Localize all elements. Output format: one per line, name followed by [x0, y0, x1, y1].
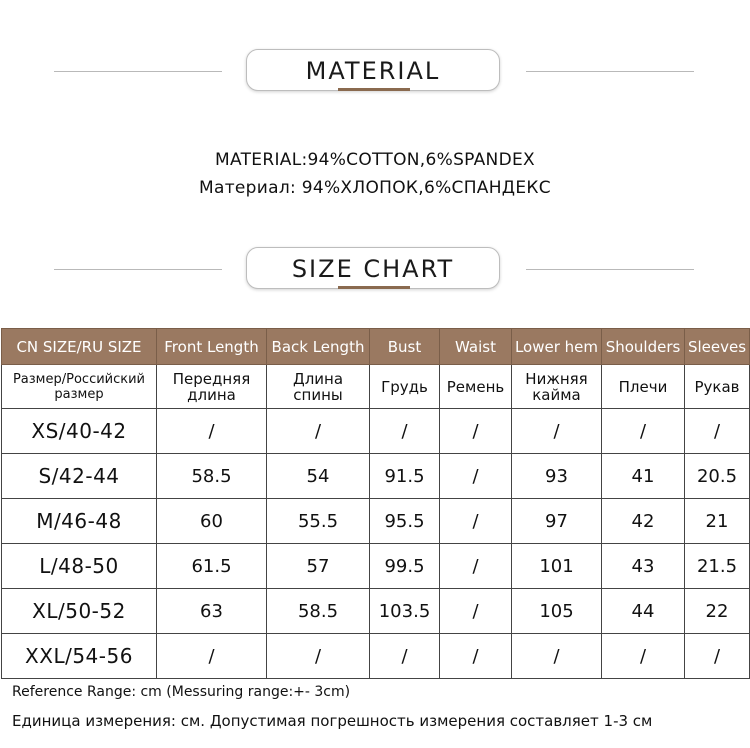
table-cell: / — [440, 634, 512, 679]
table-cell: Рукав — [685, 365, 750, 409]
material-section-header — [0, 49, 750, 95]
table-cell: 101 — [512, 544, 602, 589]
table-cell: 103.5 — [370, 589, 440, 634]
table-header-row-ru — [2, 365, 750, 409]
table-cell: Нижняя кайма — [512, 365, 602, 409]
size-chart-table — [1, 328, 750, 679]
divider-line-left — [54, 71, 222, 72]
table-row — [2, 589, 750, 634]
table-cell: / — [602, 634, 685, 679]
table-cell: 22 — [685, 589, 750, 634]
size-chart-section-header — [0, 247, 750, 293]
table-cell: / — [440, 544, 512, 589]
size-chart-title-badge — [246, 247, 500, 289]
table-cell: 21 — [685, 499, 750, 544]
size-cell: Размер/Российский размер — [2, 365, 157, 409]
table-row — [2, 409, 750, 454]
table-row — [2, 544, 750, 589]
table-cell: 91.5 — [370, 454, 440, 499]
table-cell: 99.5 — [370, 544, 440, 589]
divider-line-left — [54, 269, 222, 270]
table-cell: 61.5 — [157, 544, 267, 589]
material-composition-en: MATERIAL:94%COTTON,6%SPANDEX — [215, 150, 535, 170]
table-cell: / — [157, 634, 267, 679]
table-cell: 63 — [157, 589, 267, 634]
table-cell: 43 — [602, 544, 685, 589]
table-cell: Back Length — [267, 329, 370, 365]
table-cell: Длина спины — [267, 365, 370, 409]
table-cell: / — [267, 409, 370, 454]
table-cell: 42 — [602, 499, 685, 544]
size-cell: S/42-44 — [2, 454, 157, 499]
table-cell: / — [267, 634, 370, 679]
table-cell: 97 — [512, 499, 602, 544]
table-cell: Ремень — [440, 365, 512, 409]
divider-line-right — [526, 71, 694, 72]
table-cell: Front Length — [157, 329, 267, 365]
table-cell: / — [440, 499, 512, 544]
table-cell: / — [440, 409, 512, 454]
table-cell: 44 — [602, 589, 685, 634]
table-row — [2, 634, 750, 679]
table-cell: 58.5 — [157, 454, 267, 499]
table-cell: 57 — [267, 544, 370, 589]
table-cell: / — [685, 634, 750, 679]
table-cell: / — [157, 409, 267, 454]
table-cell: / — [512, 409, 602, 454]
size-cell: XXL/54-56 — [2, 634, 157, 679]
table-cell: Bust — [370, 329, 440, 365]
table-cell: / — [370, 634, 440, 679]
table-header-row-en — [2, 329, 750, 365]
table-row — [2, 499, 750, 544]
table-cell: 54 — [267, 454, 370, 499]
table-cell: / — [685, 409, 750, 454]
table-cell: 60 — [157, 499, 267, 544]
material-title-badge — [246, 49, 500, 91]
material-title: MATERIAL — [305, 57, 441, 85]
table-cell: Shoulders — [602, 329, 685, 365]
table-cell: 41 — [602, 454, 685, 499]
table-cell: 55.5 — [267, 499, 370, 544]
divider-line-right — [526, 269, 694, 270]
table-cell: Передняя длина — [157, 365, 267, 409]
table-cell: 95.5 — [370, 499, 440, 544]
reference-range-note: Reference Range: cm (Messuring range:+- 3cm) — [12, 684, 351, 700]
size-cell: L/48-50 — [2, 544, 157, 589]
table-cell: 20.5 — [685, 454, 750, 499]
table-cell: / — [602, 409, 685, 454]
size-cell: XL/50-52 — [2, 589, 157, 634]
table-cell: 21.5 — [685, 544, 750, 589]
table-cell: / — [440, 454, 512, 499]
table-cell: Waist — [440, 329, 512, 365]
table-cell: / — [440, 589, 512, 634]
size-cell: CN SIZE/RU SIZE — [2, 329, 157, 365]
accent-bar — [338, 88, 410, 91]
measurement-unit-note-ru: Единица измерения: см. Допустимая погрешность измерения составляет 1-3 см — [12, 712, 653, 730]
table-cell: Sleeves — [685, 329, 750, 365]
table-cell: Lower hem — [512, 329, 602, 365]
table-cell: Плечи — [602, 365, 685, 409]
size-cell: M/46-48 — [2, 499, 157, 544]
table-cell: Грудь — [370, 365, 440, 409]
table-cell: 58.5 — [267, 589, 370, 634]
table-cell: / — [512, 634, 602, 679]
table-cell: / — [370, 409, 440, 454]
table-cell: 105 — [512, 589, 602, 634]
size-chart-title: SIZE CHART — [291, 255, 455, 283]
table-row — [2, 454, 750, 499]
accent-bar — [338, 286, 410, 289]
size-cell: XS/40-42 — [2, 409, 157, 454]
material-composition-ru: Материал: 94%ХЛОПОК,6%СПАНДЕКС — [199, 178, 551, 198]
table-cell: 93 — [512, 454, 602, 499]
